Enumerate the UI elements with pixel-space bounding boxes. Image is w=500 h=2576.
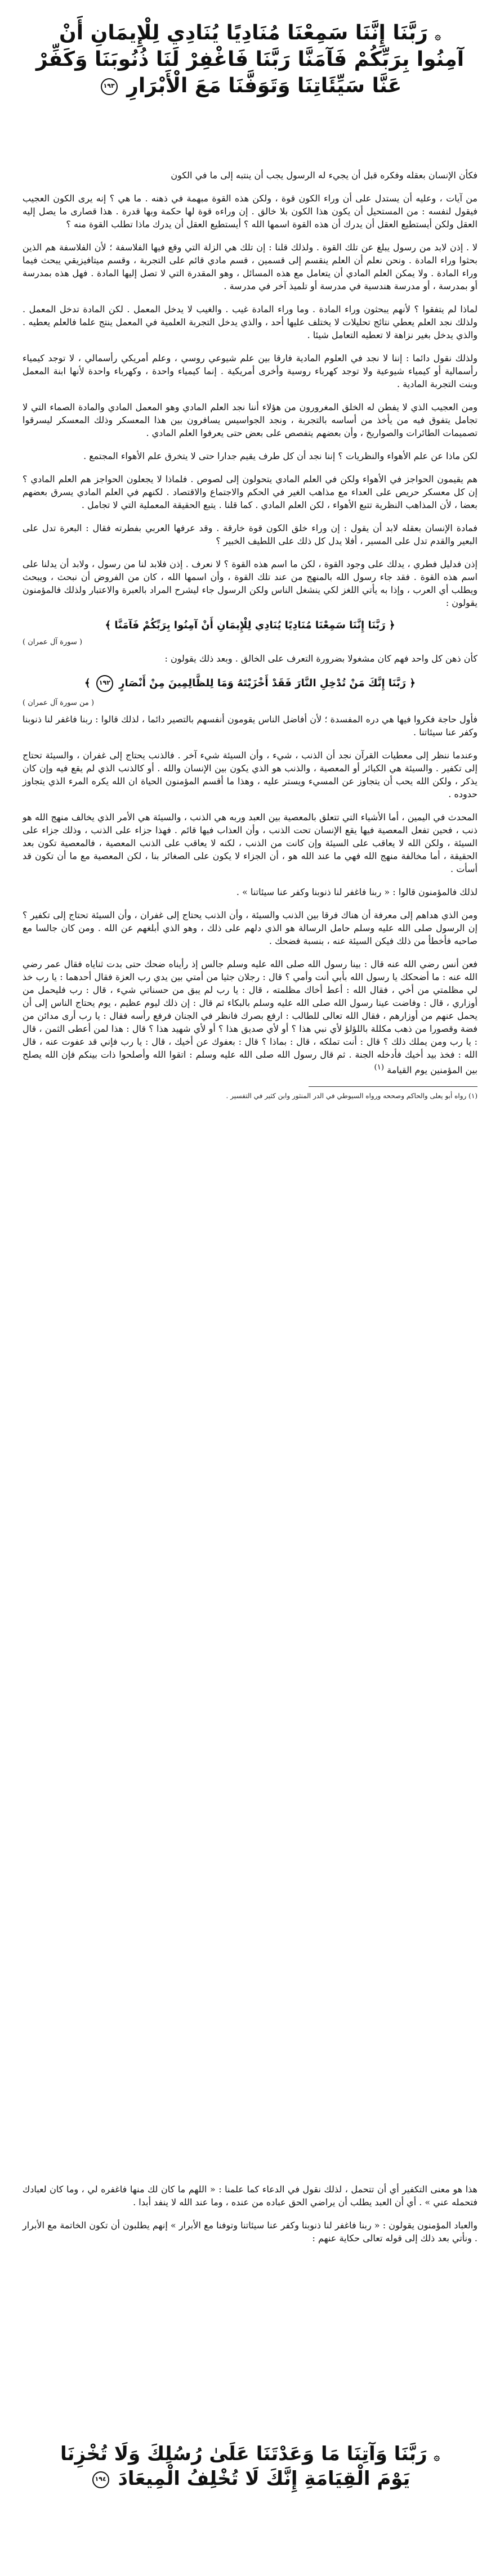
paragraph-10: إذن فدليل فطري ، يدلك على وجود القوة ، لكن ما اسم هذه القوة ؟ لا نعرف . إذن فلابد لنا من رسول ، ولابد أن يدلنا على اسم هذه القوة . فقد جاء رسول الله بالمنهج من عند تلك القوة ، وأن اسمها الله ، كان من الفروض أن نبحث ، ويبحث ويطلب أي العرب ، وإذا به يأتي اللغز لكي ينشغل الناس ولكن الرسول جاء ليشرح المراد بالعبرة والاعتبار ولذلك فالمؤمنون يقولون : [23,559,478,608]
footnote-marker: (١) [374,1063,385,1072]
quoted-verse-2: ﴿ رَبَّنَا إِنَّنَا سَمِعْنَا مُنَادِيًا يُنَادِي لِلْإِيمَانِ أَنْ آمِنُوا بِرَبِّكُمْ فَآمَنَّا ﴾ [105,619,395,631]
verse-3-number-badge: ١٩٢ [96,675,113,692]
paragraph-13: وعندما ننظر إلى معطيات القرآن نجد أن الذنب ، شيء ، وأن السيئة شيء آخر . فالذنب يحتاج إلى غفران ، والسيئة تحتاج إلى تكفير . والسيئة هي الكبائر أو المعصية ، والذنب هو الذي يكون بين الإنسان والله . أو كالذنب الذي لم يقع فيه وإن كان يذكر ، ولكن الله يحب أن يتجاوز عن المسيء ويستر عليه ، وهذا ما أقسم المؤمنون الحياة ان الله يكره المرء الذي يتجاوز حدوده . [23,750,477,799]
paragraph-9: فمادة الإنسان بعقله لابد أن يقول : إن وراء خلق الكون قوة خارقة . وقد عرفها العربي بفطرته فقال : البعرة تدل على البعير والقدم تدل على المسير ، أفلا يدل كل ذلك على اللطيف الخبير ؟ [23,523,477,546]
verse-number-badge: ١٩٣ [101,78,118,95]
top-verse-line-3: عَنَّا سَيِّئَاتِنَا وَتَوَفَّنَا مَعَ الْأَبْرَارِ ١٩٣ [23,73,477,100]
top-verse-line-2: آمِنُوا بِرَبِّكُمْ فَآمَنَّا رَبَّنَا فَاغْفِرْ لَنَا ذُنُوبَنَا وَكَفِّرْ [35,47,465,71]
verse-2-source: ( سورة آل عمران ) [23,638,83,646]
paragraph-15: لذلك فالمؤمنون قالوا : « ربنا فاغفر لنا ذنوبنا وكفر عنا سيئاتنا » . [236,887,477,897]
paragraph-7: لكن ماذا عن علم الأهواء والنظريات ؟ إننا نجد أن كل طرف يقيم جدارا حتى لا يتخرق علم الأهواء المجتمع . [83,451,477,461]
paragraph-2: من آيات ، وعليه أن يستدل على أن وراء الكون قوة ، ولكن هذه القوة مبهمة في ذهنه . ما هي ؟ إنه يرى الكون العجيب فيقول لنفسه : من المستحيل أن يكون هذا الكون بلا خالق . إن وراءه قوة لها حكمة وبها قدرة . هذا قصارى ما يصل إليه العقل ولكن أيستطيع العقل أن يدرك أن هذه القوة اسمها الله ؟ أيستطيع العقل أن يدرك ماذا تطلب القوة منه ؟ [23,193,478,230]
bottom-verse-line-1: ۞ رَبَّنَا وَآتِنَا مَا وَعَدْتَنَا عَلَىٰ رُسُلِكَ وَلَا تُخْزِنَا [60,2443,440,2465]
main-text-column [23,169,477,1100]
footnote: (١) رواه أبو يعلى والحاكم وصححه ورواه السيوطي في الدر المنثور وابن كثير في التفسير . [226,1092,477,1100]
footnote-divider [309,1086,477,1087]
paragraph-5: ولذلك نقول دائما : إننا لا نجد في العلوم المادية فارقا بين علم شيوعي روسي ، وعلم أمريكي رأسمالي ، لا توجد كيمياء رأسمالية أو كيمياء شيوعية ولا توجد كهرباء روسية وأخرى أمريكية . إنما كيمياء واحدة ، وكهرباء واحدة لأنها ابنة المعمل وبنت التجربة المادية . [23,353,478,389]
paragraph-12: فأول حاجة فكروا فيها هي دره المفسدة ؛ لأن أفاضل الناس يقومون أنفسهم بالتصير دائما ، لذلك قالوا : ربنا فاغفر لنا ذنوبنا وكفر عنا سيئاتنا . [23,714,477,738]
bottom-verse-banner [23,2442,477,2491]
paragraph-11: كأن ذهن كل واحد فهم كان مشغولا بضرورة التعرف على الخالق . وبعد ذلك يقولون : [164,653,477,664]
top-verse-banner [23,20,477,99]
ornament-icon: ۞ [434,2451,440,2463]
closing-paragraph-1: هذا هو معنى التكفير أي أن تتحمل ، لذلك نقول في الدعاء كما علمنا : « اللهم ما كان لك منها فاغفره لي ، وما كان لعبادك فتحمله عني » . أي أن العبد يطلب أن يراضي الحق عباده من عنده ، وما عند الله لا ينفد أبدا . [23,2184,477,2208]
paragraph-1: فكأن الإنسان بعقله وفكره قبل أن يجيء له الرسول يجب أن ينتبه إلى ما في الكون [171,170,477,181]
paragraph-6: ومن العجيب الذي لا يفطن له الخلق المغرورون من هؤلاء أننا نجد العلم المادي وهو المعمل المادي والمادة الصماء التي لا تجامل يتفوق فيه من يأخذ من أساسه بالتجربة ، ونجد الجواسيس يسافرون بين هذا المعسكر وذلك المعسكر ليسرقوا تصميمات الطائرات والصواريخ ، وأن بعضهم يتفصص على بعض حتى يعرفوا العلم المادي . [23,402,477,438]
ornament-icon: ۞ [435,30,441,42]
verse-3-source: ( من سورة آل عمران ) [23,699,95,707]
paragraph-16: ومن الذي هداهم إلى معرفة أن هناك فرقا بين الذنب والسيئة ، وأن الذنب يحتاج إلى غفران ، وأن السيئة تحتاج إلى تكفير ؟ إن الرسول صلى الله عليه وسلم حامل الرسالة هو الذي دلهم على ذلك ، وهو الذي أبلغهم عن الله . ومن كان جالسا مع صاحبه فأخطأ من ذلك فيكن السيئة عنه ، بنسبة فضحك . [23,910,477,946]
paragraph-3: لا . إذن لابد من رسول يبلغ عن تلك القوة . ولذلك قلنا : إن تلك هي الزلة التي وقع فيها الفلاسفة ؛ لأن الفلاسفة هم الذين بحثوا وراء المادة . ونحن نعلم أن العلم ينقسم إلى قسمين ، قسم مادي قائم على التجربة ، وقسم ميتافيزيقي يبحث فيما وراء المادة . ولا يمكن العلم المادي أن يتعامل مع هذه المسائل ، وهو المقدرة التي لا تصل إليها المادة . فهل هذه بمدرسة أو بمدرسة ، أو مدرسة هندسية في مدرسة أو تلميذ آخر في مدرسة . [23,242,478,291]
paragraph-14: المحدث في اليمين ، أما الأشياء التي تتعلق بالمعصية بين العبد وربه هي الذنب ، والسيئة هي الأمر الذي يخالف منهج الله هو ذنب ، فحين تفعل المعصية فيها يقع الإنسان تحت الذنب ، وأن العذاب فيها قائم . فهذا جزاء على الذنب ، وذلك جزاء على السيئة ، ولكن الله لا يعاقب على السيئة وإن كانت من الذنب ، لكنه لا يعاقب على الذنب المعصية ، فالمعصية تكون بعد الحقيقة ، أما مخالفة منهج الله فهي ما عند الله هو ، أن الجزاء لا يكون على الصغائر بنا ، لكن المعصية مع ما أن تكون قد أسأت . [23,812,478,874]
quoted-verse-3: ﴿ رَبَّنَا إِنَّكَ مَنْ تُدْخِلِ النَّارَ فَقَدْ أَخْزَيْتَهُ وَمَا لِلظَّالِمِينَ مِنْ أَنْصَارٍ ١٩٢ ﴾ [23,675,477,692]
bottom-verse-line-2: يَوْمَ الْقِيَامَةِ إِنَّكَ لَا تُخْلِفُ الْمِيعَادَ ١٩٤ [23,2466,477,2491]
hadith-text: فعن أنس رضي الله عنه قال : بينا رسول الله صلى الله عليه وسلم جالس إذ رأيناه ضحك حتى بدت ثناياه فقال عمر رضي الله عنه : ما أضحكك يا رسول الله بأبي أنت وأمي ؟ قال : رجلان جثيا من أمتي بين يدي رب العزة فقال أحدهما : يا رب خذ لي مظلمتي من أخي ، فقال الله : أعط أخاك مظلمته ، قال : يا رب لم يبق من حسناتي شيء ، قال : رب فليحمل من أوزاري ، قال : وفاضت عينا رسول الله صلى الله عليه وسلم بالبكاء ثم قال : إن ذلك ليوم عظيم ، يوم يحتاج الناس إلى أن يحمل عنهم من أوزارهم ، فقال الله تعالى للطالب : ارفع بصرك فانظر في الجنان فرفع رأسه فقال : يا رب أرى مدائن من فضة وقصورا من ذهب مكللة باللؤلؤ لأي نبي هذا ؟ أو لأي صديق هذا ؟ أو لأي شهيد هذا ؟ قال : هذا لمن أعطى الثمن ، قال : يا رب ومن يملك ذلك ؟ قال : أنت تملكه ، قال : بماذا ؟ قال : بعفوك عن أخيك ، قال : يا رب فإني قد عفوت عنه ، قال الله : فخذ بيد أخيك فأدخله الجنة . ثم قال رسول الله صلى الله عليه وسلم : اتقوا الله وأصلحوا ذات بينكم فإن الله يصلح بين المؤمنين يوم القيامة $^{(١)}$ [23,959,478,1076]
paragraph-8: هم يقيمون الحواجز في الأهواء ولكن في العلم المادي يتحولون إلى لصوص . فلماذا لا يجعلون الحواجز هم العلم المادي ؟ إن كل معسكر حريص على العداء مع مذاهب الغير في الحكم والاجتماع والاقتصاد . لكنهم في العلم المادي يسرق بعضهم بعضا ، لأن المذاهب النظرية تتبع الأهواء ، لكن العلم المادي . كما قلنا . يتبع الحقيقة المعملية التي لا تجامل . [23,474,478,510]
top-verse-line-1: ۞ رَبَّنَا إِنَّنَا سَمِعْنَا مُنَادِيًا يُنَادِي لِلْإِيمَانِ أَنْ [59,21,441,44]
closing-paragraph-2: والعباد المؤمنون يقولون : « ربنا فاغفر لنا ذنوبنا وكفر عنا سيئاتنا وتوفنا مع الأبرار » إنهم يطلبون أن تكون الخاتمة مع الأبرار . ونأتي بعد ذلك إلى قوله تعالى حكاية عنهم : [23,2220,477,2244]
closing-text-column [23,2183,477,2255]
paragraph-4: لماذا لم يتفقوا ؟ لأنهم يبحثون وراء المادة . وما وراء المادة غيب . والغيب لا يدخل المعمل . لكن المادة تدخل المعمل . ولذلك نجد العلم يعطي نتائج تحليلات لا يختلف عليها أحد ، والذي يدخل التجربة العلمية في المعمل ينتج علما فالعلم يعطيه . والذي يدخل بغير نزاهة لا تعطيه التعامل شيئا . [23,304,477,340]
bottom-verse-number-badge: ١٩٤ [92,2471,109,2488]
